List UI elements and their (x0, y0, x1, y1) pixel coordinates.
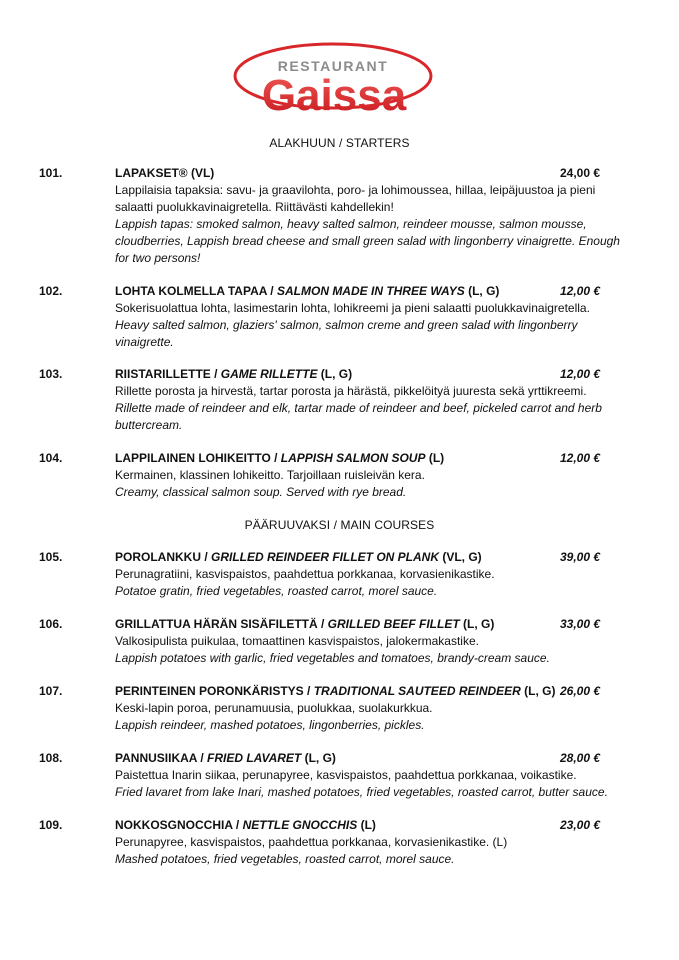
restaurant-logo (228, 38, 438, 120)
item-tags: (L) (425, 451, 445, 465)
section-title-starters: ALAKHUUN / STARTERS (269, 136, 410, 150)
item-name (115, 450, 444, 467)
item-number: 106. (39, 617, 63, 631)
item-number: 109. (39, 818, 63, 832)
item-number: 105. (39, 550, 63, 564)
item-number: 102. (39, 284, 63, 298)
item-price: 26,00 € (560, 684, 601, 698)
item-name-fi: RIISTARILLETTE / (115, 367, 221, 381)
item-number: 103. (39, 367, 63, 381)
item-description (115, 383, 635, 434)
item-name-fi: PANNUSIIKAA / (115, 751, 208, 765)
item-desc-fi: Lappilaisia tapaksia: savu- ja graavilohta, poro- ja lohimoussea, hillaa, leipäjuustoa ja pieni salaatti puolukkavinaigretella. Riittävästi kahdellekin! (115, 183, 596, 214)
item-tags: (L) (357, 818, 376, 832)
logo-top-text: RESTAURANT (277, 58, 389, 74)
item-description (115, 566, 635, 600)
item-description (115, 767, 635, 801)
item-desc-en: Creamy, classical salmon soup. Served with rye bread. (115, 485, 407, 499)
item-description (115, 300, 635, 351)
item-number: 107. (39, 684, 63, 698)
item-name-en: GRILLED REINDEER FILLET ON PLANK (211, 550, 439, 564)
item-price: 12,00 € (560, 451, 601, 465)
item-desc-fi: Perunapyree, kasvispaistos, paahdettua porkkanaa, korvasienikastike. (L) (115, 835, 508, 849)
item-name-fi: LOHTA KOLMELLA TAPAA / (115, 284, 277, 298)
item-description (115, 182, 635, 267)
item-price: 28,00 € (560, 751, 601, 765)
item-price: 12,00 € (560, 284, 601, 298)
item-desc-fi: Paistettua Inarin siikaa, perunapyree, kasvispaistos, paahdettua porkkanaa, voikastike. (115, 768, 577, 782)
item-name (115, 817, 376, 834)
item-name (115, 165, 214, 182)
item-name-en: NETTLE GNOCCHIS (242, 818, 358, 832)
item-tags: (L, G) (459, 617, 495, 631)
item-description (115, 467, 635, 501)
item-name-en: SALMON MADE IN THREE WAYS (276, 284, 465, 298)
item-name-en: TRADITIONAL SAUTEED REINDEER (313, 684, 521, 698)
item-description (115, 633, 635, 667)
item-desc-fi: Sokerisuolattua lohta, lasimestarin lohta, lohikreemi ja pieni salaatti puolukkavinaigretella. (115, 301, 590, 315)
item-name-en: GRILLED BEEF FILLET (327, 617, 460, 631)
item-description (115, 700, 635, 734)
logo-graphic (228, 38, 438, 120)
item-name-fi: LAPAKSET® (VL) (115, 166, 215, 180)
item-desc-en: Potatoe gratin, fried vegetables, roasted carrot, morel sauce. (115, 584, 438, 598)
item-name-fi: NOKKOSGNOCCHIA / (115, 818, 243, 832)
item-name-fi: PERINTEINEN PORONKÄRISTYS / (115, 684, 314, 698)
item-desc-fi: Perunagratiini, kasvispaistos, paahdettua porkkanaa, korvasienikastike. (115, 567, 495, 581)
item-number: 101. (39, 166, 63, 180)
item-name-en: FRIED LAVARET (207, 751, 302, 765)
item-desc-en: Rillette made of reindeer and elk, tartar made of reindeer and beef, pickeled carrot and herb buttercream. (115, 401, 602, 432)
item-name (115, 616, 494, 633)
item-number: 108. (39, 751, 63, 765)
item-desc-fi: Kermainen, klassinen lohikeitto. Tarjoillaan ruisleivän kera. (115, 468, 425, 482)
item-tags: (L, G) (301, 751, 336, 765)
item-price: 39,00 € (560, 550, 601, 564)
item-desc-en: Lappish reindeer, mashed potatoes, lingonberries, pickles. (115, 718, 425, 732)
section-title-main-courses: PÄÄRUUVAKSI / MAIN COURSES (244, 518, 435, 532)
item-description (115, 834, 635, 868)
item-name (115, 366, 352, 383)
item-tags: (VL, G) (439, 550, 482, 564)
item-tags: (L, G) (464, 284, 500, 298)
item-name-fi: POROLANKKU / (115, 550, 211, 564)
item-name (115, 683, 556, 700)
item-tags: (L, G) (520, 684, 556, 698)
item-desc-fi: Rillette porosta ja hirvestä, tartar porosta ja härästä, pikkelöityä juuresta sekä yrttikreemi. (115, 384, 587, 398)
item-name-en: GAME RILLETTE (220, 367, 318, 381)
item-name-fi: GRILLATTUA HÄRÄN SISÄFILETTÄ / (115, 617, 328, 631)
item-name (115, 549, 482, 566)
item-desc-en: Lappish potatoes with garlic, fried vegetables and tomatoes, brandy-cream sauce. (115, 651, 550, 665)
item-name (115, 283, 499, 300)
item-desc-en: Lappish tapas: smoked salmon, heavy salted salmon, reindeer mousse, salmon mousse, cloudberries, Lappish bread cheese and small green salad with lingonberry vinaigrette. Enough for two persons! (115, 217, 620, 265)
item-name-fi: LAPPILAINEN LOHIKEITTO / (115, 451, 281, 465)
item-name (115, 750, 336, 767)
item-price: 23,00 € (560, 818, 601, 832)
logo-main-text: Gaissa (261, 71, 407, 120)
item-price: 12,00 € (560, 367, 601, 381)
item-desc-fi: Valkosipulista puikulaa, tomaattinen kasvispaistos, jalokermakastike. (115, 634, 479, 648)
item-name-en: LAPPISH SALMON SOUP (280, 451, 426, 465)
item-desc-en: Fried lavaret from lake Inari, mashed potatoes, fried vegetables, roasted carrot, butter sauce. (115, 785, 608, 799)
item-price: 33,00 € (560, 617, 601, 631)
item-tags: (L, G) (317, 367, 353, 381)
item-desc-fi: Keski-lapin poroa, perunamuusia, puolukkaa, suolakurkkua. (115, 701, 433, 715)
item-number: 104. (39, 451, 63, 465)
item-price: 24,00 € (560, 166, 601, 180)
item-desc-en: Heavy salted salmon, glaziers' salmon, salmon creme and green salad with lingonberry vinaigrette. (115, 318, 578, 349)
item-desc-en: Mashed potatoes, fried vegetables, roasted carrot, morel sauce. (115, 852, 455, 866)
